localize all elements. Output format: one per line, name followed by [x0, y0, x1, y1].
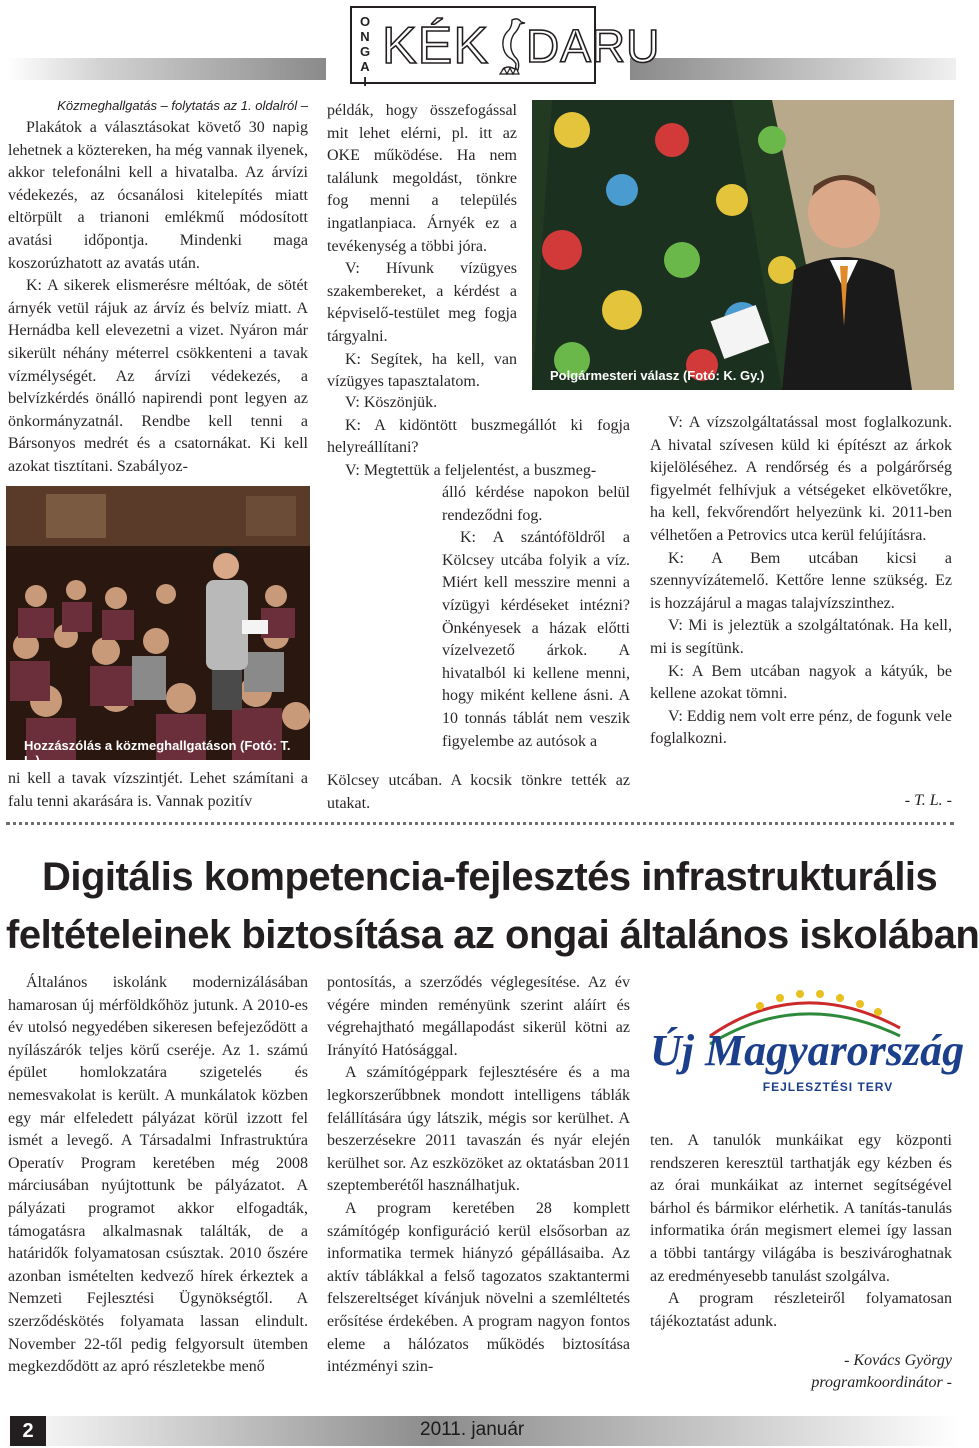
audience-photo-caption: Hozzászólás a közmeghallgatáson (Fotó: T. L.): [24, 738, 291, 768]
article1-col2-indented-2: K: A szántóföldről a Kölcsey utcába folyik a víz. Miért kell messzire menni a vízügyi kérdéseket intézni? Önkényesek a házak előtti vízelvezető árkok. A hivatalból ki kellene menni, hogy miként kellene ásni. A 10 tonnás táblát nem veszik figyelembe az autósok a: [442, 529, 630, 750]
logo-word-kek: KÉK: [382, 17, 490, 75]
article2-headline-line-2: feltételeinek biztosítása az ongai általános iskolában: [6, 913, 979, 957]
article2-signature-name: - Kovács György: [844, 1352, 952, 1369]
article1-column-2-middle: [327, 392, 630, 482]
article2-col3-para-1: ten. A tanulók munkáikat egy központi rendszeren keresztül tarthatják egy kézben és az órai munkáikat az internet segítségével bárhol és bármikor elérhetik. A tanítás-tanulás informatika órán megismert elemei így lassan a többi tantárgy világába is beszivároghatnak az eredményesebb tanulást szolgálva.: [650, 1132, 952, 1285]
mayor-photo-caption: Polgármesteri válasz (Fotó: K. Gy.): [550, 368, 765, 383]
mayor-photo: [532, 100, 954, 390]
article1-column-1: [8, 117, 308, 479]
logo-side-text: [358, 14, 372, 89]
audience-photo-image: [6, 486, 310, 760]
article1-signature: - T. L. -: [904, 792, 952, 809]
header-bar-right: [630, 58, 956, 80]
article1-col2-para-2: V: Hívunk vízügyes szakembereket, a kérdést a képviselő-testület meg fogja tárgyalni.: [327, 260, 517, 345]
article2-col3-para-2: A program részleteiről folyamatosan tájékoztatást adunk.: [650, 1290, 952, 1330]
article1-col2-para-6: V: Megtettük a feljelentést, a buszmeg-: [345, 461, 597, 479]
section-divider: [6, 822, 954, 825]
article2-signature-role: programkoordinátor -: [811, 1374, 952, 1391]
article1-col3-para-3: V: Mi is jeleztük a szolgáltatónak. Ha kell, mi is segítünk.: [650, 617, 952, 657]
article2-headline: [6, 848, 979, 964]
logo-ongai-letters: ONGAI: [360, 14, 371, 89]
mayor-photo-image: [532, 100, 954, 390]
uj-magyarorszag-logo: [650, 974, 965, 1124]
page-number: 2: [10, 1416, 46, 1446]
article2-headline-line-1: Digitális kompetencia-fejlesztés infrastrukturális: [42, 855, 938, 899]
article1-col3-para-5: V: Eddig nem volt erre pénz, de fogunk vele foglalkozni.: [650, 707, 952, 748]
article2-column-2: [327, 972, 630, 1379]
logo-word-daru: DARU: [526, 20, 661, 72]
crane-icon: [492, 14, 526, 78]
article1-col1-after-photo: ni kell a tavak vízszintjét. Lehet számítani a falu tenni akarására is. Vannak pozitív: [8, 770, 308, 810]
article2-col2-para-3: A program keretében 28 komplett számítógép konfiguráció kerül elsősorban az informatika termek hiányzó gépállásaiba. Az aktív táblákkal a felső tagozatos szaktantermi felszereltséget kívánjuk növelni a szemléltetés erősítése érdekében. A program nagyon fontos eleme a hálózatos működés biztosítása intézményi szin-: [327, 1199, 630, 1376]
article1-col1-para-2: K: A sikerek elismerésre méltóak, de sötét árnyék vetül rájuk az árvíz és belvíz miatt. A Hernádba kell elevezetni a vizet. Nyáron már sikerült néhány méterrel csökkenteni a tavak vízmélységét. Az árvízi védekezés, a belvízkérdés önálló napirendi pont legyen az önkormányzatnál. Rendbe kell tenni a Bársonyos medrét és a csatornákat. Ki kell azokat tisztítani. Szabályoz-: [8, 277, 308, 475]
article1-col2-para-3: K: Segítek, ha kell, van vízügyes tapasztalatom.: [327, 350, 517, 391]
article2-col2-para-2: A számítógéppark fejlesztésére és a ma legkorszerűbbnek mondott intelligens táblák felállítására úgy látszik, mégis sor kerülhet. A beszerzésekre 2011 tavaszán és nyár elején kerülhet sor. Az eszközöket az oktatásban 2011 szeptemberétől használhatjuk.: [327, 1064, 630, 1195]
article1-col2-tail: Kölcsey utcában. A kocsik tönkre tették az utakat.: [327, 772, 630, 812]
logo-subtitle: FEJLESZTÉSI TERV: [762, 1080, 894, 1094]
article1-col1-para-1: Plakátok a választásokat követő 30 napig lehetnek a köztereken, ha még vannak ilyenek, akkor telefonálni kell a hivatalba. Az árvízi védekezés, az ócsanálosi kitelepítés miatt eltörpült a trianoni emlékmű módosított avatási időpontja. Mindenki maga koszorúzhatott az avatás után.: [8, 119, 308, 272]
article1-column-2-indented: [442, 482, 630, 753]
article1-col2-para-4: V: Köszönjük.: [345, 394, 438, 411]
article1-col2-para-1: példák, hogy összefogással mit lehet elérni, pl. itt az OKE működése. Ha nem találunk megoldást, tönkre fog menni a település ingatlanpiaca. Árnyék ez a tevékenység a többi jóra.: [327, 102, 517, 255]
article1-column-2-top: [327, 100, 517, 394]
audience-photo: [6, 486, 310, 768]
continuation-kicker: Közmeghallgatás – folytatás az 1. oldalról –: [57, 98, 308, 113]
masthead-logo: [350, 6, 661, 89]
article1-col2-indented-1: álló kérdése napokon belül rendeződni fog.: [442, 484, 630, 524]
article2-column-3: [650, 1130, 952, 1333]
article1-column-1-continued: [8, 768, 308, 813]
logo-title: Új Magyarország: [650, 1026, 965, 1075]
article2-col1-para: Általános iskolánk modernizálásában hamarosan új mérföldkőhöz jutunk. A 2010-es év utolsó negyedében sikeresen befejeződött a nyílászárók teljes körű cseréje. Az 1. számú épület homlokzatára szigetelés és nemesvakolat is került. A munkálatok közben egy már elfeledett pályázat körül izzott fel ismét a levegő. A Társadalmi Infrastruktúra Operatív Program keretében még 2008 márciusában nyújtottunk be pályázatot. A pályázati programot akkor elfogadták, támogatásra alkalmasnak találták, de a határidők folyamatosan csúsztak. 2010 őszére azonban ismételten kedvező hírek érkeztek a Nemzeti Fejlesztési Ügynökségtől. A szerződéskötés folyamata lassan elindult. November 22-től pedig felgyorsult ütemben megkezdődött az apró részletekbe menő: [8, 974, 308, 1376]
issue-date: 2011. január: [420, 1419, 525, 1440]
article1-col3-para-1: V: A vízszolgáltatással most foglalkozunk. A hivatal szívesen küld ki építészt az árkok kijelöléséhez. A rendőrség és a polgárőrség figyelmét felhívjuk a vétségeket elkövetőkre, ha kell, fekvőrendőrt helyezünk ki. 2011-ben vélhetően a Petrovics utca kerül felújításra.: [650, 414, 952, 544]
article2-col2-para-1: pontosítás, a szerződés véglegesítése. Az év végére minden reményünk szerint aláírt és végrehajtható megállapodást sikerül kötni az Irányító Hatósággal.: [327, 974, 630, 1059]
article1-col3-para-2: K: A Bem utcában kicsi a szennyvízátemelő. Kettőre lenne szükség. Ez is hozzájárul a magas talajvízszinthez.: [650, 549, 952, 612]
article2-column-1: [8, 972, 308, 1379]
article1-col3-para-4: K: A Bem utcában nagyok a kátyúk, be kellene azokat tömni.: [650, 662, 952, 703]
article1-column-3: [650, 412, 952, 751]
header-bar-left: [6, 58, 326, 80]
article1-column-2-bottom: [327, 770, 630, 815]
article1-col2-para-5: K: A kidöntött buszmegállót ki fogja helyreállítani?: [327, 416, 630, 457]
